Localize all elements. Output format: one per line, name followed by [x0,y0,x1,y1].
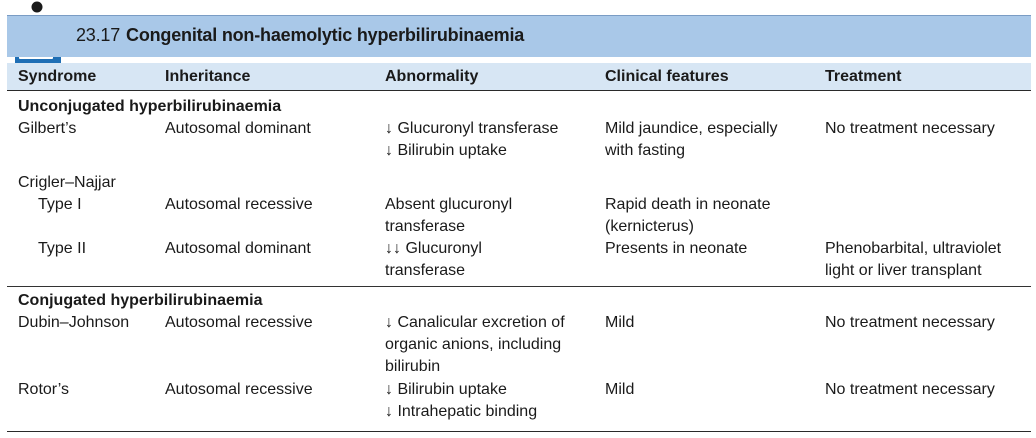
cell-clinical: (kernicterus) [605,218,694,235]
cell-syndrome-subtype: Type II [38,240,87,257]
cell-treatment: No treatment necessary [825,120,995,137]
cell-treatment: light or liver transplant [825,262,982,279]
cell-inheritance: Autosomal dominant [165,120,311,137]
cell-treatment: No treatment necessary [825,381,995,398]
cell-abnormality: ↓ Intrahepatic binding [385,403,538,420]
cell-abnormality: ↓ Bilirubin uptake [385,142,507,159]
cell-abnormality: Absent glucuronyl [385,196,513,213]
header-treatment: Treatment [825,68,902,85]
cell-inheritance: Autosomal recessive [165,314,313,331]
cell-clinical: with fasting [605,142,686,159]
table-title [76,25,524,46]
table-bottom-rule [7,431,1031,432]
cell-abnormality: transferase [385,262,466,279]
header-clinical-features: Clinical features [605,68,729,85]
cell-treatment: Phenobarbital, ultraviolet [825,240,1002,257]
cell-inheritance: Autosomal recessive [165,196,313,213]
header-inheritance: Inheritance [165,68,251,85]
cell-inheritance: Autosomal recessive [165,381,313,398]
cell-syndrome-subtype: Type I [38,196,82,213]
cell-clinical: Presents in neonate [605,240,748,257]
cell-clinical: Mild jaundice, especially [605,120,778,137]
cell-syndrome: Crigler–Najjar [18,174,116,191]
cell-abnormality: ↓ Glucuronyl transferase [385,120,559,137]
cell-abnormality: transferase [385,218,466,235]
cell-treatment: No treatment necessary [825,314,995,331]
section-divider [7,286,1031,287]
cell-syndrome: Gilbert’s [18,120,77,137]
cell-abnormality: ↓ Bilirubin uptake [385,381,507,398]
cell-abnormality: organic anions, including [385,336,562,353]
table-number: 23.17 [76,25,121,45]
cell-syndrome: Dubin–Johnson [18,314,130,331]
section-title-unconjugated: Unconjugated hyperbilirubinaemia [18,98,282,115]
cell-inheritance: Autosomal dominant [165,240,311,257]
cell-clinical: Mild [605,381,635,398]
cell-abnormality: ↓↓ Glucuronyl [385,240,482,257]
cell-clinical: Rapid death in neonate [605,196,771,213]
section-title-conjugated: Conjugated hyperbilirubinaemia [18,292,263,309]
cell-abnormality: bilirubin [385,358,441,375]
cell-abnormality: ↓ Canalicular excretion of [385,314,565,331]
cell-clinical: Mild [605,314,635,331]
cell-syndrome: Rotor’s [18,381,69,398]
header-abnormality: Abnormality [385,68,479,85]
header-syndrome: Syndrome [18,68,97,85]
table-title-text: Congenital non-haemolytic hyperbilirubinaemia [126,25,525,45]
